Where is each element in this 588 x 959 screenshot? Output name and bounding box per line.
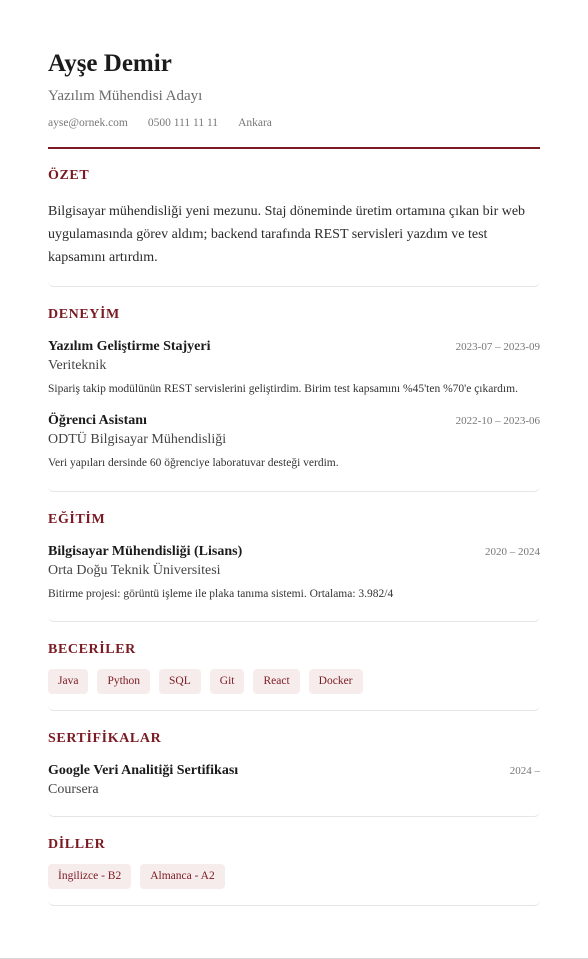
certification-name: Google Veri Analitiği Sertifikası: [48, 763, 239, 778]
experience-position: Yazılım Geliştirme Stajyeri: [48, 339, 211, 354]
languages-tag-list: [48, 864, 540, 889]
education-section: [48, 492, 540, 622]
contact-phone[interactable]: 0500 111 11 11: [147, 117, 219, 129]
summary-text: Bilgisayar mühendisliği yeni mezunu. Staj döneminde üretim ortamına çıkan bir web uygulamasında görev aldım; backend tarafında REST servisleri yazdım ve test kapsamını artırdım.: [48, 204, 526, 265]
experience-description: Veri yapıları dersinde 60 öğrenciye laboratuvar desteği verdim.: [48, 457, 339, 469]
candidate-name: Ayşe Demir: [48, 50, 172, 77]
summary-section: [48, 149, 540, 287]
contact-email[interactable]: ayse@ornek.com: [48, 117, 128, 129]
skill-tag: Python: [97, 669, 150, 694]
section-title-certifications: SERTİFİKALAR: [48, 731, 162, 746]
skill-tag: Git: [210, 669, 245, 694]
contact-info: [48, 116, 540, 130]
experience-company: Veriteknik: [48, 358, 107, 373]
skill-tag: Java: [48, 669, 88, 694]
skill-tag: React: [253, 669, 299, 694]
certification-entry: [48, 762, 540, 798]
education-dates: 2020 – 2024: [485, 546, 540, 558]
language-tag: İngilizce - B2: [48, 864, 131, 889]
section-title-experience: DENEYİM: [48, 307, 120, 322]
experience-entry: [48, 338, 540, 399]
section-title-languages: DİLLER: [48, 837, 106, 852]
education-entry: [48, 543, 540, 604]
experience-dates: 2023-07 – 2023-09: [455, 341, 540, 353]
skills-tag-list: [48, 669, 540, 694]
certifications-section: [48, 711, 540, 817]
experience-dates: 2022-10 – 2023-06: [455, 415, 540, 427]
skill-tag: SQL: [159, 669, 201, 694]
contact-city: Ankara: [238, 117, 272, 129]
education-degree: Bilgisayar Mühendisliği (Lisans): [48, 544, 243, 559]
section-title-education: EĞİTİM: [48, 512, 106, 527]
section-title-summary: ÖZET: [48, 168, 90, 183]
section-title-skills: BECERİLER: [48, 642, 136, 657]
experience-entry: [48, 412, 540, 473]
education-description: Bitirme projesi: görüntü işleme ile plaka tanıma sistemi. Ortalama: 3.982/4: [48, 588, 394, 600]
experience-description: Sipariş takip modülünün REST servislerini geliştirdim. Birim test kapsamını %45'ten %70'e çıkardım.: [48, 383, 518, 395]
skills-section: [48, 622, 540, 711]
language-tag: Almanca - A2: [140, 864, 225, 889]
experience-section: [48, 287, 540, 492]
education-school: Orta Doğu Teknik Üniversitesi: [48, 563, 221, 578]
experience-position: Öğrenci Asistanı: [48, 413, 147, 428]
certification-issuer: Coursera: [48, 782, 99, 797]
languages-section: [48, 817, 540, 906]
certification-dates: 2024 –: [509, 765, 540, 777]
skill-tag: Docker: [309, 669, 363, 694]
candidate-role: Yazılım Mühendisi Adayı: [48, 88, 203, 104]
experience-company: ODTÜ Bilgisayar Mühendisliği: [48, 432, 227, 447]
resume-header: [48, 50, 540, 149]
